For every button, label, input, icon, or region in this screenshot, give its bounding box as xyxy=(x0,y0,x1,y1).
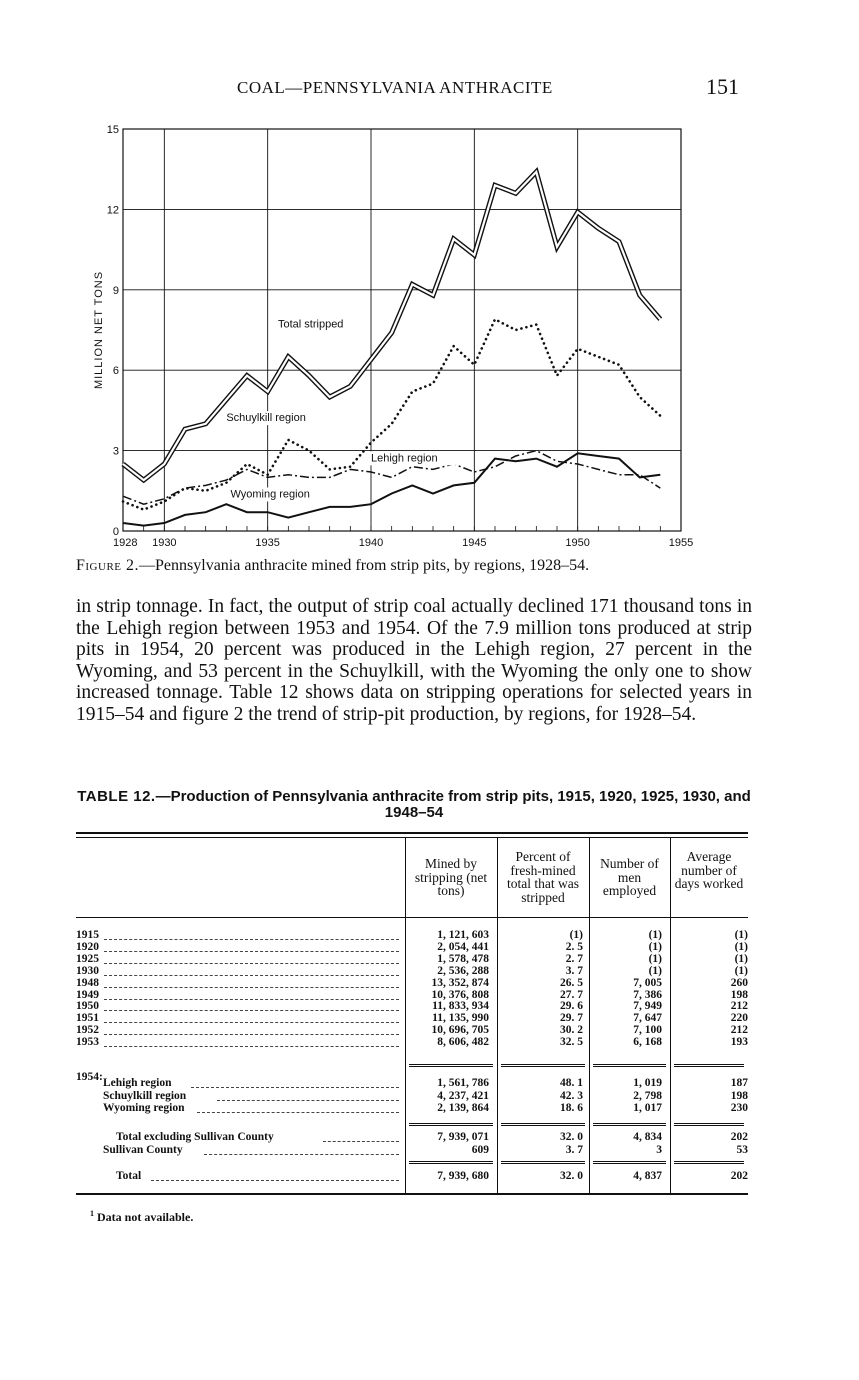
year-row-men: (1) xyxy=(648,929,662,941)
subtotal-row-days: 53 xyxy=(736,1143,748,1156)
column-header: Mined by stripping (net tons) xyxy=(414,856,488,898)
column-divider xyxy=(589,838,590,1193)
year-row-percent: 27. 7 xyxy=(560,988,583,1001)
y-tick-label: 9 xyxy=(112,284,119,297)
table-title-text: —Production of Pennsylvania anthracite from strip pits, 1915, 1920, 1925, 1930, and 1948–54 xyxy=(155,788,751,821)
year-row-label: 1948 xyxy=(76,976,99,989)
year-row-percent: 2. 7 xyxy=(565,952,583,965)
region-row-label: Lehigh region xyxy=(103,1077,172,1089)
year-row-percent: 30. 2 xyxy=(560,1024,583,1037)
group-rule xyxy=(593,1125,666,1126)
dot-leader xyxy=(217,1092,399,1101)
year-row-percent: 2. 5 xyxy=(565,940,583,953)
table-title xyxy=(76,789,752,821)
group-rule xyxy=(501,1123,585,1124)
region-row-label: Wyoming region xyxy=(103,1102,185,1114)
year-row-days: (1) xyxy=(734,940,748,953)
group-rule xyxy=(501,1163,585,1164)
year-row-men: 7, 100 xyxy=(633,1024,662,1037)
year-row-men: 7, 647 xyxy=(633,1012,662,1025)
y-axis-label: MILLION NET TONS xyxy=(93,270,105,390)
group-rule xyxy=(409,1125,493,1126)
year-row-men: (1) xyxy=(648,940,662,953)
dot-leader xyxy=(104,991,399,1000)
year-row-tons: 10, 696, 705 xyxy=(431,1024,489,1037)
year-row-tons: 10, 376, 808 xyxy=(431,988,489,1001)
group-rule xyxy=(501,1064,585,1065)
y-tick-label: 15 xyxy=(106,124,119,136)
year-row-tons: 13, 352, 874 xyxy=(431,976,489,989)
year-row-percent: 3. 7 xyxy=(565,964,583,977)
year-row-men: (1) xyxy=(648,964,662,977)
year-row-tons: 8, 606, 482 xyxy=(437,1036,489,1049)
year-row-label: 1951 xyxy=(76,1012,99,1025)
series-label-lehigh-region: Lehigh region xyxy=(371,452,438,465)
y-tick-label: 3 xyxy=(112,445,119,458)
table-top-rule xyxy=(76,832,748,834)
series-label-wyoming-region: Wyoming region xyxy=(230,488,310,501)
year-row-tons: 11, 135, 990 xyxy=(432,1012,489,1025)
series-line-total-stripped-inner xyxy=(123,172,660,480)
header-bottom-rule xyxy=(76,917,748,918)
year-row-percent: 26. 5 xyxy=(560,976,583,989)
year-row-percent: 29. 7 xyxy=(560,1012,583,1025)
year-row-days: 220 xyxy=(730,1012,748,1025)
region-row-percent: 42. 3 xyxy=(560,1089,583,1102)
year-row-label: 1950 xyxy=(76,1000,99,1013)
column-header: Average number of days worked xyxy=(674,849,744,891)
total-row-label: Total xyxy=(116,1170,142,1182)
region-row-men: 1, 019 xyxy=(633,1077,662,1089)
group-rule xyxy=(409,1163,493,1164)
x-tick-label: 1940 xyxy=(358,537,384,549)
group-rule xyxy=(593,1064,666,1065)
x-tick-label: 1955 xyxy=(668,537,694,549)
caption-text: —Pennsylvania anthracite mined from strip pits, by regions, 1928–54. xyxy=(139,557,590,574)
plot-frame xyxy=(123,129,681,531)
column-divider xyxy=(405,838,406,1193)
y-tick-label: 12 xyxy=(106,204,119,217)
footnote xyxy=(90,1209,193,1225)
year-row-men: 7, 386 xyxy=(633,988,662,1001)
region-row-tons: 2, 139, 864 xyxy=(437,1102,489,1114)
year-row-days: 198 xyxy=(730,988,748,1001)
y-tick-label: 0 xyxy=(112,526,119,538)
dot-leader xyxy=(197,1104,399,1113)
year-row-days: 193 xyxy=(730,1036,748,1049)
year-row-label: 1953 xyxy=(76,1036,99,1049)
running-title: COAL—PENNSYLVANIA ANTHRACITE xyxy=(237,78,553,97)
table-number: TABLE 12. xyxy=(77,788,156,805)
year-row-label: 1930 xyxy=(76,964,99,977)
group-rule xyxy=(409,1064,493,1065)
caption-label: Figure 2. xyxy=(76,557,140,574)
year-row-days: 212 xyxy=(730,1024,748,1037)
x-tick-label: 1950 xyxy=(565,537,590,549)
group-rule xyxy=(409,1161,493,1162)
series-line-schuylkill-region xyxy=(123,319,660,509)
y-tick-label: 6 xyxy=(112,365,119,378)
column-header: Number of men employed xyxy=(600,856,659,898)
year-row-label: 1920 xyxy=(76,940,99,953)
dot-leader xyxy=(104,967,399,976)
body-paragraph: in strip tonnage. In fact, the output of strip coal actually declined 171 thousand tons in the Lehigh region between 1953 and 1954. Of the 7.9 million tons produced at strip pits in 1954, 20 percent was produced in the Lehigh region, 27 percent in the Wyoming, and 53 percent in the Schuylkill, with the Wyoming the only one to show increased tonnage. Table 12 shows data on stripping operations for selected years in 1915–54 and figure 2 the trend of strip-pit production, by regions, for 1928–54. xyxy=(76,596,752,725)
group-rule xyxy=(409,1123,493,1124)
group-rule xyxy=(501,1066,585,1067)
table-bottom-rule xyxy=(76,1193,748,1195)
subtotal-row-days: 202 xyxy=(730,1131,748,1143)
year-row-men: 7, 949 xyxy=(633,1000,662,1013)
x-tick-label: 1935 xyxy=(255,537,280,549)
column-divider xyxy=(497,838,498,1193)
year-row-percent: 32. 5 xyxy=(560,1036,583,1049)
running-head xyxy=(0,74,859,104)
region-row-tons: 1, 561, 786 xyxy=(437,1077,489,1089)
region-row-men: 2, 798 xyxy=(633,1089,662,1102)
year-row-men: 7, 005 xyxy=(633,976,662,989)
dot-leader xyxy=(204,1146,399,1155)
group-rule xyxy=(501,1161,585,1162)
group-rule xyxy=(409,1066,493,1067)
x-tick-label: 1945 xyxy=(462,537,487,549)
dot-leader xyxy=(323,1133,399,1142)
year-row-men: (1) xyxy=(648,952,662,965)
dot-leader xyxy=(191,1079,399,1088)
dot-leader xyxy=(104,1026,399,1035)
group-rule xyxy=(674,1161,744,1162)
year-row-label: 1915 xyxy=(76,929,99,941)
column-divider xyxy=(670,838,671,1193)
dot-leader xyxy=(104,931,399,940)
region-row-percent: 18. 6 xyxy=(560,1102,583,1114)
region-row-days: 187 xyxy=(730,1077,748,1089)
year-row-days: 212 xyxy=(730,1000,748,1013)
dot-leader xyxy=(104,955,399,964)
year-row-days: (1) xyxy=(734,929,748,941)
series-line-total-stripped xyxy=(123,172,660,480)
region-row-days: 198 xyxy=(730,1089,748,1102)
year-row-men: 6, 168 xyxy=(633,1036,662,1049)
x-tick-label: 1930 xyxy=(152,537,177,549)
total-row-men: 4, 837 xyxy=(633,1170,662,1182)
year-row-percent: (1) xyxy=(569,929,583,941)
region-row-label: Schuylkill region xyxy=(103,1089,187,1102)
group-rule xyxy=(674,1125,744,1126)
strip-production-chart xyxy=(88,120,694,552)
year-row-label: 1952 xyxy=(76,1024,99,1037)
region-row-tons: 4, 237, 421 xyxy=(437,1089,489,1102)
region-row-days: 230 xyxy=(730,1102,748,1114)
group-rule xyxy=(593,1161,666,1162)
table-top-rule-thin xyxy=(76,837,748,838)
series-label-schuylkill-region: Schuylkill region xyxy=(226,412,306,425)
year-row-tons: 11, 833, 934 xyxy=(432,1000,489,1013)
year-row-days: 260 xyxy=(730,976,748,989)
page-number: 151 xyxy=(706,74,739,99)
year-row-tons: 2, 536, 288 xyxy=(437,964,489,977)
group-rule xyxy=(674,1163,744,1164)
group-rule xyxy=(674,1066,744,1067)
footnote-text: Data not available. xyxy=(94,1210,194,1224)
total-row-percent: 32. 0 xyxy=(560,1170,583,1182)
subtotal-row-tons: 7, 939, 071 xyxy=(437,1131,489,1143)
group-rule xyxy=(593,1066,666,1067)
figure-caption xyxy=(76,557,776,575)
group-rule xyxy=(674,1123,744,1124)
year-1954-label: 1954: xyxy=(76,1071,103,1083)
year-row-days: (1) xyxy=(734,964,748,977)
year-row-tons: 1, 578, 478 xyxy=(437,952,489,965)
subtotal-row-percent: 32. 0 xyxy=(560,1131,583,1143)
total-row-tons: 7, 939, 680 xyxy=(437,1170,489,1182)
dot-leader xyxy=(104,1002,399,1011)
subtotal-row-men: 3 xyxy=(656,1143,662,1156)
x-tick-label: 1928 xyxy=(113,537,138,549)
column-header: Percent of fresh-mined total that was stripped xyxy=(507,849,579,905)
region-row-men: 1, 017 xyxy=(633,1102,662,1114)
subtotal-row-label: Total excluding Sullivan County xyxy=(116,1131,274,1143)
dot-leader xyxy=(104,1038,399,1047)
group-rule xyxy=(674,1064,744,1065)
year-row-days: (1) xyxy=(734,952,748,965)
group-rule xyxy=(501,1125,585,1126)
footnote-mark: 1 xyxy=(90,1209,94,1218)
group-rule xyxy=(593,1163,666,1164)
group-rule xyxy=(593,1123,666,1124)
subtotal-row-percent: 3. 7 xyxy=(565,1143,583,1156)
year-row-label: 1925 xyxy=(76,952,99,965)
year-row-tons: 1, 121, 603 xyxy=(437,929,489,941)
total-row-days: 202 xyxy=(730,1170,748,1182)
dot-leader xyxy=(104,943,399,952)
subtotal-row-tons: 609 xyxy=(471,1143,489,1156)
dot-leader xyxy=(104,1014,399,1023)
dot-leader xyxy=(104,979,399,988)
series-label-total-stripped: Total stripped xyxy=(278,318,344,331)
year-row-percent: 29. 6 xyxy=(560,1000,583,1013)
subtotal-row-label: Sullivan County xyxy=(103,1143,183,1156)
region-row-percent: 48. 1 xyxy=(560,1077,583,1089)
subtotal-row-men: 4, 834 xyxy=(633,1131,662,1143)
dot-leader xyxy=(151,1172,399,1181)
year-row-tons: 2, 054, 441 xyxy=(437,940,489,953)
year-row-label: 1949 xyxy=(76,988,99,1001)
